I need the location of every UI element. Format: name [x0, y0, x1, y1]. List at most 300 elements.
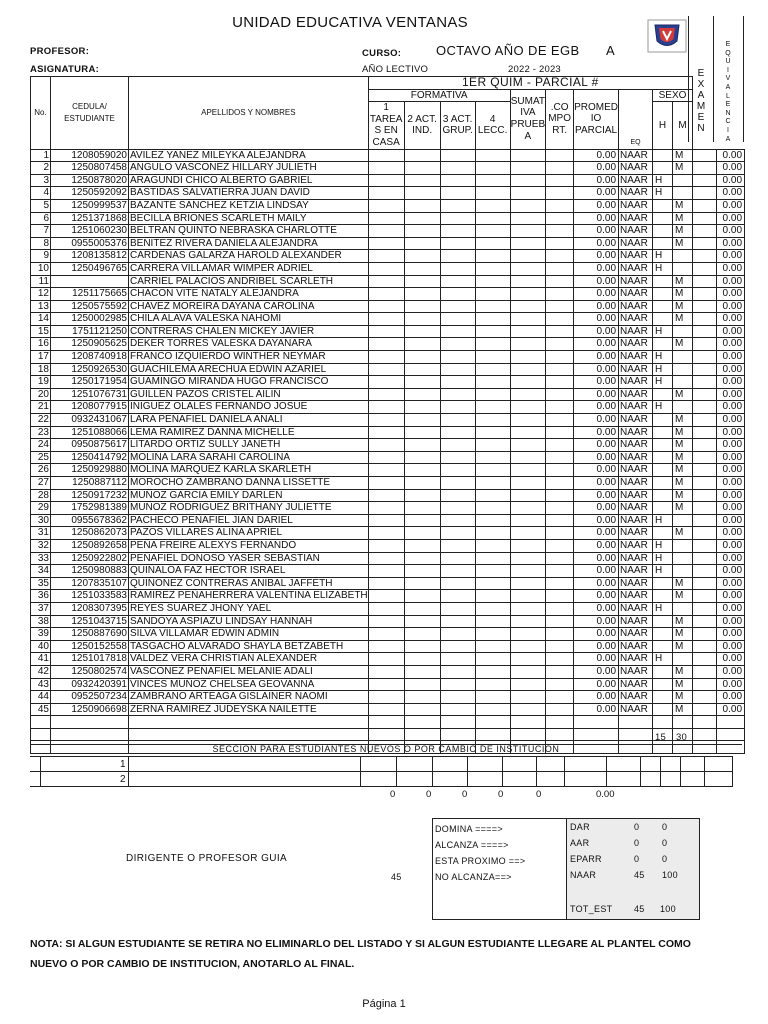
- equivalencia-cell: 0.00: [717, 288, 745, 301]
- eq-cell: NAAR: [619, 187, 653, 200]
- col-m-header: M: [673, 102, 693, 149]
- equivalencia-cell: 0.00: [717, 225, 745, 238]
- student-name: MUÑOZ GARCIA EMILY DARLEN: [129, 489, 369, 502]
- student-row: [31, 451, 745, 464]
- eq-cell: NAAR: [619, 653, 653, 666]
- promedio-cell: 0.00: [574, 300, 619, 313]
- student-row: [31, 250, 745, 263]
- curso-label: CURSO:: [362, 48, 402, 59]
- sex-m-cell: [673, 653, 693, 666]
- student-row: [31, 300, 745, 313]
- eq-cell: NAAR: [619, 439, 653, 452]
- student-name: CHAVEZ MOREIRA DAYANA CAROLINA: [129, 300, 369, 313]
- sex-m-cell: M: [673, 225, 693, 238]
- promedio-cell: 0.00: [574, 451, 619, 464]
- promedio-cell: 0.00: [574, 376, 619, 389]
- student-name: MOLINA LARA SARAHI CAROLINA: [129, 451, 369, 464]
- student-row: [31, 351, 745, 364]
- anio-value: 2022 - 2023: [508, 64, 561, 75]
- sex-m-cell: M: [673, 577, 693, 590]
- new-student-row[interactable]: [30, 757, 732, 772]
- student-row: [31, 426, 745, 439]
- equivalencia-cell: 0.00: [717, 477, 745, 490]
- student-row: [31, 262, 745, 275]
- row-number: 29: [31, 502, 51, 515]
- row-number: 3: [31, 174, 51, 187]
- promedio-cell: 0.00: [574, 653, 619, 666]
- row-number: 22: [31, 414, 51, 427]
- cedula-cell: 0932431067: [51, 414, 129, 427]
- col-tarea-header: 1 TAREA S EN CASA: [369, 102, 403, 148]
- sex-h-cell: [653, 199, 673, 212]
- col-lecc-header: 4 LECC.: [475, 102, 510, 149]
- eq-cell: NAAR: [619, 602, 653, 615]
- cedula-cell: 0955678362: [51, 514, 129, 527]
- student-name: RAMIREZ PEÑAHERRERA VALENTINA ELIZABETH: [130, 590, 368, 602]
- sex-h-cell: H: [653, 653, 673, 666]
- student-name: MOROCHO ZAMBRANO DANNA LISSETTE: [129, 477, 369, 490]
- eq-cell: NAAR: [619, 615, 653, 628]
- student-name: ANGULO VASCONEZ HILLARY JULIETH: [129, 162, 369, 175]
- sex-m-cell: M: [673, 300, 693, 313]
- sex-h-cell: [653, 615, 673, 628]
- student-row: [31, 162, 745, 175]
- promedio-cell: 0.00: [574, 577, 619, 590]
- cedula-cell: 1251088066: [51, 426, 129, 439]
- summary-pct: 0: [662, 822, 668, 832]
- col-comportamiento-header: .CO MPO RT.: [546, 89, 574, 149]
- cedula-cell: 1208077915: [51, 401, 129, 414]
- student-row: [31, 225, 745, 238]
- row-number: 6: [31, 212, 51, 225]
- student-name: DEKER TORRES VALESKA DAYANARA: [129, 338, 369, 351]
- sex-m-cell: [673, 539, 693, 552]
- sex-h-cell: [653, 288, 673, 301]
- student-row: [31, 640, 745, 653]
- equivalencia-cell: 0.00: [717, 401, 745, 414]
- equivalencia-cell: 0.00: [717, 615, 745, 628]
- sex-h-cell: H: [653, 602, 673, 615]
- total-h: 15: [655, 732, 666, 743]
- promedio-cell: 0.00: [574, 527, 619, 540]
- student-row: [31, 628, 745, 641]
- eq-cell: NAAR: [619, 363, 653, 376]
- student-row: [31, 325, 745, 338]
- student-row: [31, 539, 745, 552]
- student-row: [31, 691, 745, 704]
- sex-h-cell: [653, 313, 673, 326]
- cedula-cell: 1250999537: [51, 199, 129, 212]
- parcial-header: 1ER QUIM - PARCIAL #: [368, 77, 692, 90]
- total-lecc: 0: [498, 789, 504, 800]
- cedula-cell: 1250922802: [51, 552, 129, 565]
- student-name: MUÑOZ RODRIGUEZ BRITHANY JULIETTE: [129, 502, 369, 515]
- cedula-cell: 1250980883: [51, 565, 129, 578]
- sex-h-cell: [653, 665, 673, 678]
- equivalencia-cell: 0.00: [717, 691, 745, 704]
- eq-cell: NAAR: [619, 502, 653, 515]
- sex-h-cell: H: [653, 250, 673, 263]
- sex-h-cell: H: [653, 552, 673, 565]
- student-row: [31, 665, 745, 678]
- student-name: CARRERA VILLAMAR WIMPER ADRIEL: [129, 262, 369, 275]
- eq-cell: NAAR: [619, 199, 653, 212]
- col-cedula-header: CEDULA/ ESTUDIANTE: [51, 77, 129, 150]
- row-number: 9: [31, 250, 51, 263]
- row-number: 42: [31, 665, 51, 678]
- col-apellidos-header: APELLIDOS Y NOMBRES: [129, 77, 369, 150]
- row-number: 2: [31, 162, 51, 175]
- cedula-cell: 1251043715: [51, 615, 129, 628]
- student-name: QUIÑONEZ CONTRERAS ANIBAL JAFFETH: [129, 577, 369, 590]
- sex-h-cell: [653, 691, 673, 704]
- promedio-cell: 0.00: [574, 174, 619, 187]
- count-total: 45: [391, 872, 402, 882]
- sex-m-cell: [673, 351, 693, 364]
- promedio-cell: 0.00: [574, 199, 619, 212]
- profesor-label: PROFESOR:: [30, 46, 90, 57]
- eq-cell: NAAR: [619, 212, 653, 225]
- row-number: 36: [31, 590, 51, 603]
- row-number: 27: [31, 477, 51, 490]
- sex-m-cell: [673, 602, 693, 615]
- eq-cell: NAAR: [619, 288, 653, 301]
- equivalencia-cell: 0.00: [717, 451, 745, 464]
- eq-cell: NAAR: [619, 464, 653, 477]
- equivalencia-cell: 0.00: [717, 539, 745, 552]
- sex-h-cell: [653, 237, 673, 250]
- student-row: [31, 514, 745, 527]
- student-row: [31, 313, 745, 326]
- student-row: [31, 615, 745, 628]
- eq-cell: NAAR: [619, 477, 653, 490]
- sex-m-cell: [673, 514, 693, 527]
- sex-h-cell: H: [653, 539, 673, 552]
- student-name: IÑIGUEZ OLALES FERNANDO JOSUE: [129, 401, 369, 414]
- student-name: CARRIEL PALACIOS ANDRIBEL SCARLETH: [129, 275, 369, 288]
- student-name: LEMA RAMIREZ DANNA MICHELLE: [129, 426, 369, 439]
- sex-m-cell: [673, 325, 693, 338]
- sex-h-cell: [653, 628, 673, 641]
- sex-h-cell: H: [653, 376, 673, 389]
- row-number: 15: [31, 325, 51, 338]
- equivalencia-cell: 0.00: [717, 351, 745, 364]
- sex-h-cell: [653, 502, 673, 515]
- sex-h-cell: H: [653, 325, 673, 338]
- sex-h-cell: H: [653, 363, 673, 376]
- sex-h-cell: [653, 338, 673, 351]
- page-footer: Página 1: [362, 998, 406, 1010]
- sex-h-cell: [653, 451, 673, 464]
- sex-h-cell: [653, 212, 673, 225]
- equivalencia-cell: 0.00: [717, 426, 745, 439]
- student-name: ZERNA RAMIREZ JUDEYSKA NAILETTE: [129, 703, 369, 716]
- sex-h-cell: [653, 590, 673, 603]
- row-number: 18: [31, 363, 51, 376]
- student-name: BASTIDAS SALVATIERRA JUAN DAVID: [129, 187, 369, 200]
- promedio-cell: 0.00: [574, 489, 619, 502]
- cedula-cell: 1751121250: [51, 325, 129, 338]
- student-name: REYES SUAREZ JHONY YAEL: [129, 602, 369, 615]
- sex-m-cell: [673, 187, 693, 200]
- row-number: 11: [31, 275, 51, 288]
- sex-h-cell: [653, 162, 673, 175]
- total-act-grup: 0: [462, 789, 468, 800]
- sex-m-cell: [673, 262, 693, 275]
- new-row-number: 2: [40, 772, 128, 787]
- sex-m-cell: M: [673, 237, 693, 250]
- paralelo-value: A: [606, 43, 616, 58]
- promedio-cell: 0.00: [574, 363, 619, 376]
- student-row: [31, 439, 745, 452]
- cedula-cell: 1208740918: [51, 351, 129, 364]
- sex-m-cell: [673, 363, 693, 376]
- sex-h-cell: [653, 477, 673, 490]
- student-name: GUILLEN PAZOS CRISTEL AILIN: [129, 388, 369, 401]
- summary-label: ALCANZA ====>: [435, 840, 509, 850]
- cedula-cell: 0955005376: [51, 237, 129, 250]
- cedula-cell: 1250152558: [51, 640, 129, 653]
- sex-h-cell: [653, 388, 673, 401]
- promedio-cell: 0.00: [574, 426, 619, 439]
- summary-pct: 0: [662, 854, 668, 864]
- student-row: [31, 376, 745, 389]
- curso-value: OCTAVO AÑO DE EGB: [436, 43, 580, 58]
- row-number: 20: [31, 388, 51, 401]
- student-row: [31, 552, 745, 565]
- equivalencia-cell: 0.00: [717, 552, 745, 565]
- student-name: PEÑAFIEL DONOSO YASER SEBASTIAN: [129, 552, 369, 565]
- new-students-table: [30, 756, 733, 787]
- sex-m-cell: M: [673, 665, 693, 678]
- cedula-cell: 1251017818: [51, 653, 129, 666]
- sex-m-cell: M: [673, 464, 693, 477]
- equivalencia-cell: 0.00: [717, 502, 745, 515]
- student-row: [31, 502, 745, 515]
- sex-h-cell: H: [653, 174, 673, 187]
- promedio-cell: 0.00: [574, 691, 619, 704]
- student-name: BELTRAN QUINTO NEBRASKA CHARLOTTE: [129, 225, 369, 238]
- promedio-cell: 0.00: [574, 149, 619, 162]
- cedula-cell: 1250592092: [51, 187, 129, 200]
- sex-h-cell: H: [653, 401, 673, 414]
- equivalencia-cell: 0.00: [717, 640, 745, 653]
- student-name: PAZOS VILLARES ALINA APRIEL: [129, 527, 369, 540]
- promedio-cell: 0.00: [574, 401, 619, 414]
- summary-code: DAR: [570, 822, 590, 832]
- cedula-cell: 1250414792: [51, 451, 129, 464]
- student-name: LARA PEÑAFIEL DANIELA ANALI: [129, 414, 369, 427]
- equivalencia-cell: 0.00: [717, 212, 745, 225]
- equivalencia-cell: 0.00: [717, 464, 745, 477]
- eq-cell: NAAR: [619, 237, 653, 250]
- eq-cell: NAAR: [619, 325, 653, 338]
- sex-m-cell: M: [673, 628, 693, 641]
- row-number: 17: [31, 351, 51, 364]
- sex-h-cell: [653, 225, 673, 238]
- formativa-header: FORMATIVA: [368, 89, 510, 102]
- row-number: 23: [31, 426, 51, 439]
- student-row: [31, 565, 745, 578]
- col-no-header: No.: [31, 77, 51, 150]
- grades-table: [30, 76, 745, 754]
- promedio-cell: 0.00: [574, 414, 619, 427]
- promedio-cell: 0.00: [574, 187, 619, 200]
- equivalencia-cell: 0.00: [717, 678, 745, 691]
- eq-cell: NAAR: [619, 451, 653, 464]
- cedula-cell: 1251175665: [51, 288, 129, 301]
- cedula-cell: 0932420391: [51, 678, 129, 691]
- sex-m-cell: M: [673, 388, 693, 401]
- cedula-cell: 1251371868: [51, 212, 129, 225]
- col-promedio-header: PROMED IO PARCIAL: [574, 89, 619, 149]
- summary-total-count: 45: [634, 904, 645, 914]
- summary-total-pct: 100: [660, 904, 676, 914]
- promedio-cell: 0.00: [574, 552, 619, 565]
- sex-m-cell: M: [673, 212, 693, 225]
- sex-h-cell: [653, 527, 673, 540]
- total-promedio: 0.00: [596, 789, 615, 800]
- equivalencia-cell: 0.00: [717, 313, 745, 326]
- row-number: 8: [31, 237, 51, 250]
- student-name: BENITEZ RIVERA DANIELA ALEJANDRA: [129, 237, 369, 250]
- student-row: [31, 602, 745, 615]
- equivalencia-cell: 0.00: [717, 199, 745, 212]
- new-students-title: SECCION PARA ESTUDIANTES NUEVOS O POR CAMBIO DE INSTITUCION: [212, 744, 560, 754]
- eq-cell: NAAR: [619, 665, 653, 678]
- student-name: AVILEZ YANEZ MILEYKA ALEJANDRA: [129, 149, 369, 162]
- eq-cell: NAAR: [619, 174, 653, 187]
- student-row: [31, 363, 745, 376]
- row-number: 45: [31, 703, 51, 716]
- eq-cell: NAAR: [619, 628, 653, 641]
- promedio-cell: 0.00: [574, 262, 619, 275]
- promedio-cell: 0.00: [574, 602, 619, 615]
- student-row: [31, 464, 745, 477]
- promedio-cell: 0.00: [574, 338, 619, 351]
- promedio-cell: 0.00: [574, 464, 619, 477]
- summary-pct: 0: [662, 838, 668, 848]
- row-number: 28: [31, 489, 51, 502]
- school-logo-icon: [647, 19, 687, 53]
- sex-m-cell: M: [673, 288, 693, 301]
- eq-cell: NAAR: [619, 426, 653, 439]
- student-name: BECILLA BRIONES SCARLETH MAILY: [129, 212, 369, 225]
- total-act-ind: 0: [426, 789, 432, 800]
- student-row: [31, 489, 745, 502]
- student-name: MOLINA MARQUEZ KARLA SKARLETH: [129, 464, 369, 477]
- promedio-cell: 0.00: [574, 565, 619, 578]
- equivalencia-cell: 0.00: [717, 527, 745, 540]
- promedio-cell: 0.00: [574, 590, 619, 603]
- eq-cell: NAAR: [619, 225, 653, 238]
- sex-m-cell: M: [673, 678, 693, 691]
- equivalencia-cell: 0.00: [717, 489, 745, 502]
- student-name: ARAGUNDI CHICO ALBERTO GABRIEL: [129, 174, 369, 187]
- cedula-cell: 1208135812: [51, 250, 129, 263]
- asignatura-label: ASIGNATURA:: [30, 64, 100, 75]
- student-name: GUACHILEMA ARECHUA EDWIN AZARIEL: [129, 363, 369, 376]
- student-name: ZAMBRANO ARTEAGA GISLAINER NAOMI: [129, 691, 369, 704]
- sex-m-cell: [673, 174, 693, 187]
- sexo-header: SEXO: [653, 89, 693, 102]
- student-row: [31, 187, 745, 200]
- eq-cell: NAAR: [619, 162, 653, 175]
- promedio-cell: 0.00: [574, 325, 619, 338]
- summary-code: EPARR: [570, 854, 602, 864]
- row-number: 21: [31, 401, 51, 414]
- equivalencia-cell: 0.00: [717, 250, 745, 263]
- row-number: 1: [31, 149, 51, 162]
- row-number: 26: [31, 464, 51, 477]
- equivalencia-header: E Q U I V A L E N C I A: [725, 41, 731, 143]
- student-row: [31, 653, 745, 666]
- student-name: VALDEZ VERA CHRISTIAN ALEXANDER: [129, 653, 369, 666]
- sex-h-cell: H: [653, 514, 673, 527]
- cedula-cell: 0952507234: [51, 691, 129, 704]
- student-row: [31, 414, 745, 427]
- student-name: GUAMINGO MIRANDA HUGO FRANCISCO: [129, 376, 369, 389]
- examen-header: E X A M E N: [696, 68, 706, 134]
- promedio-cell: 0.00: [574, 477, 619, 490]
- summary-code: NAAR: [570, 870, 597, 880]
- total-m: 30: [676, 732, 687, 743]
- student-name: CHILA ALAVA VALESKA NAHOMI: [129, 313, 369, 326]
- student-row: [31, 590, 745, 603]
- sex-m-cell: [673, 565, 693, 578]
- cedula-cell: 1250807458: [51, 162, 129, 175]
- student-row: [31, 678, 745, 691]
- dirigente-label: DIRIGENTE O PROFESOR GUIA: [126, 853, 288, 864]
- sex-m-cell: M: [673, 313, 693, 326]
- equivalencia-cell: 0.00: [717, 187, 745, 200]
- sex-m-cell: M: [673, 590, 693, 603]
- total-tarea: 0: [390, 789, 396, 800]
- sex-h-cell: [653, 489, 673, 502]
- eq-cell: NAAR: [619, 351, 653, 364]
- promedio-cell: 0.00: [574, 237, 619, 250]
- sex-m-cell: [673, 552, 693, 565]
- student-name: TASGACHO ALVARADO SHAYLA BETZABETH: [129, 640, 369, 653]
- total-sumativa: 0: [536, 789, 542, 800]
- row-number: 4: [31, 187, 51, 200]
- eq-cell: NAAR: [619, 414, 653, 427]
- student-name: CONTRERAS CHALEN MICKEY JAVIER: [129, 325, 369, 338]
- sex-m-cell: M: [673, 703, 693, 716]
- promedio-cell: 0.00: [574, 388, 619, 401]
- equivalencia-cell: 0.00: [717, 149, 745, 162]
- student-row: [31, 237, 745, 250]
- sex-m-cell: M: [673, 691, 693, 704]
- promedio-cell: 0.00: [574, 539, 619, 552]
- promedio-cell: 0.00: [574, 250, 619, 263]
- sex-m-cell: M: [673, 502, 693, 515]
- sex-m-cell: M: [673, 451, 693, 464]
- row-number: 7: [31, 225, 51, 238]
- eq-cell: NAAR: [619, 565, 653, 578]
- eq-cell: NAAR: [619, 640, 653, 653]
- new-student-row[interactable]: [30, 772, 732, 787]
- row-number: 38: [31, 615, 51, 628]
- equivalencia-cell: 0.00: [717, 602, 745, 615]
- cedula-cell: 1250887112: [51, 477, 129, 490]
- eq-cell: NAAR: [619, 577, 653, 590]
- eq-cell: NAAR: [619, 300, 653, 313]
- equivalencia-cell: 0.00: [717, 653, 745, 666]
- row-number: 34: [31, 565, 51, 578]
- eq-cell: NAAR: [619, 691, 653, 704]
- equivalencia-cell: 0.00: [717, 628, 745, 641]
